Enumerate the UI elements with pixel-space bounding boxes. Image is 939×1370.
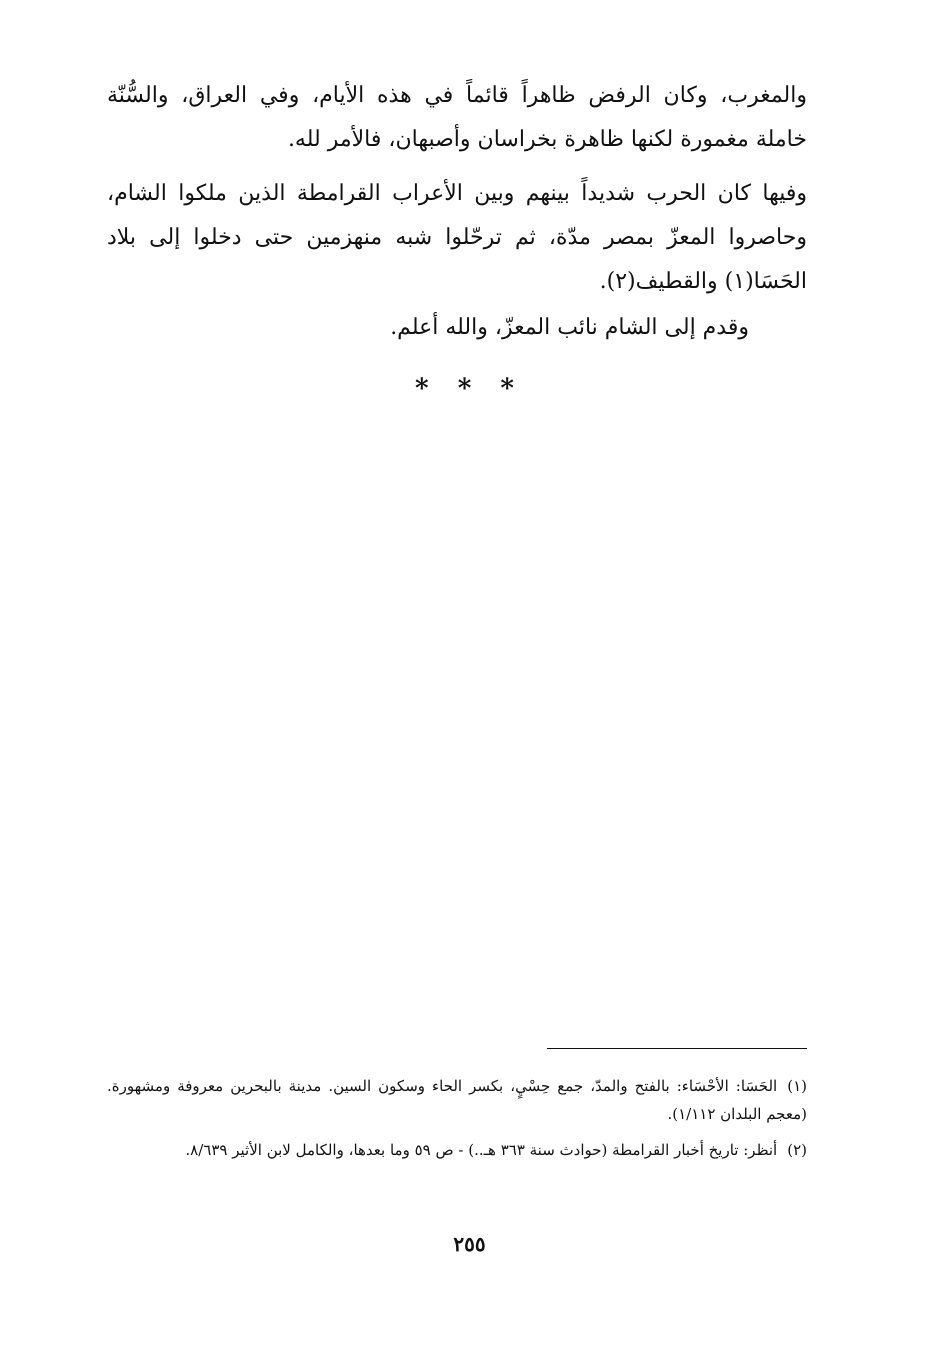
footnote-divider xyxy=(547,1048,807,1049)
footnote-1-number: (١) xyxy=(787,1077,807,1095)
paragraph-3: وقدم إلى الشام نائب المعزّ، والله أعلم. xyxy=(390,315,749,340)
section-separator: * * * xyxy=(415,374,524,404)
page-number: ٢٥٥ xyxy=(453,1232,486,1256)
paragraph-2: وفيها كان الحرب شديداً بينهم وبين الأعراب القرامطة الذين ملكوا الشام، وحاصروا المعزّ بمصر مدّة، ثم ترحّلوا شبه منهزمين حتى دخلوا إلى بلاد الحَسَا(١) والقطيف(٢). xyxy=(107,181,807,294)
paragraph-1: والمغرب، وكان الرفض ظاهراً قائماً في هذه الأيام، وفي العراق، والسُّنّة خاملة مغمورة لكنها ظاهرة بخراسان وأصبهان، فالأمر لله. xyxy=(107,83,807,152)
footnote-1-text: الحَسَا: الأحْسَاء: بالفتح والمدّ، جمع حِسْيٍ، بكسر الحاء وسكون السين. مدينة بالبحرين معروفة ومشهورة. (معجم البلدان ١/١١٢). xyxy=(107,1077,807,1123)
footnote-2-text: أنظر: تاريخ أخبار القرامطة (حوادث سنة ٣٦٣ هـ..) - ص ٥٩ وما بعدها، والكامل لابن الأثير ٨/٦٣٩. xyxy=(185,1141,778,1159)
footnote-1 xyxy=(107,1072,807,1128)
footnote-2-number: (٢) xyxy=(787,1141,807,1159)
footnote-2 xyxy=(107,1136,807,1164)
